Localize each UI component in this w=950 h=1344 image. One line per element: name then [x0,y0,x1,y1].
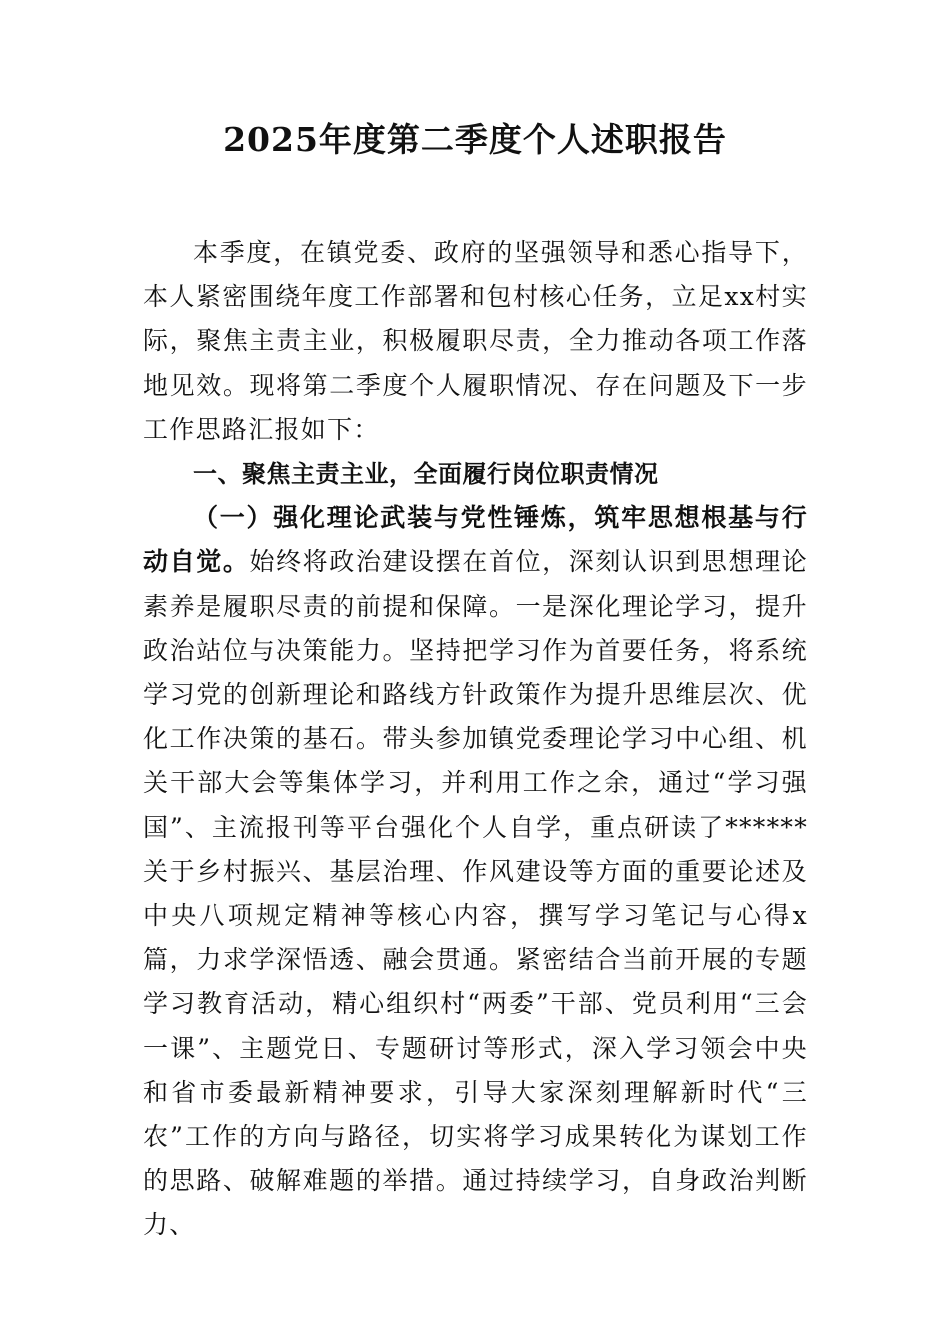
section-paragraph [143,496,808,1247]
intro-paragraph: 本季度，在镇党委、政府的坚强领导和悉心指导下，本人紧密围绕年度工作部署和包村核心任务，立足xx村实际，聚焦主责主业，积极履职尽责，全力推动各项工作落地见效。现将第二季度个人履职情况、存在问题及下一步工作思路汇报如下： [143,238,808,444]
document-title: 2025年度第二季度个人述职报告 [223,120,727,159]
subsection-body: 始终将政治建设摆在首位，深刻认识到思想理论素养是履职尽责的前提和保障。一是深化理论学习，提升政治站位与决策能力。坚持把学习作为首要任务，将系统学习党的创新理论和路线方针政策作为提升思维层次、优化工作决策的基石。带头参加镇党委理论学习中心组、机关干部大会等集体学习，并利用工作之余，通过“学习强国”、主流报刊等平台强化个人自学，重点研读了******关于乡村振兴、基层治理、作风建设等方面的重要论述及中央八项规定精神等核心内容，撰写学习笔记与心得x篇，力求学深悟透、融会贯通。紧密结合当前开展的专题学习教育活动，精心组织村“两委”干部、党员利用“三会一课”、主题党日、专题研讨等形式，深入学习领会中央和省市委最新精神要求，引导大家深刻理解新时代“三农”工作的方向与路径，切实将学习成果转化为谋划工作的思路、破解难题的举措。通过持续学习，自身政治判断力、 [143,547,808,1240]
section-heading: 一、聚焦主责主业，全面履行岗位职责情况 [193,460,659,489]
document-body [143,231,808,1248]
subsection-lead: （一）强化理论武装与党性锤炼，筑牢思想根基与行动自觉。 [143,503,808,577]
